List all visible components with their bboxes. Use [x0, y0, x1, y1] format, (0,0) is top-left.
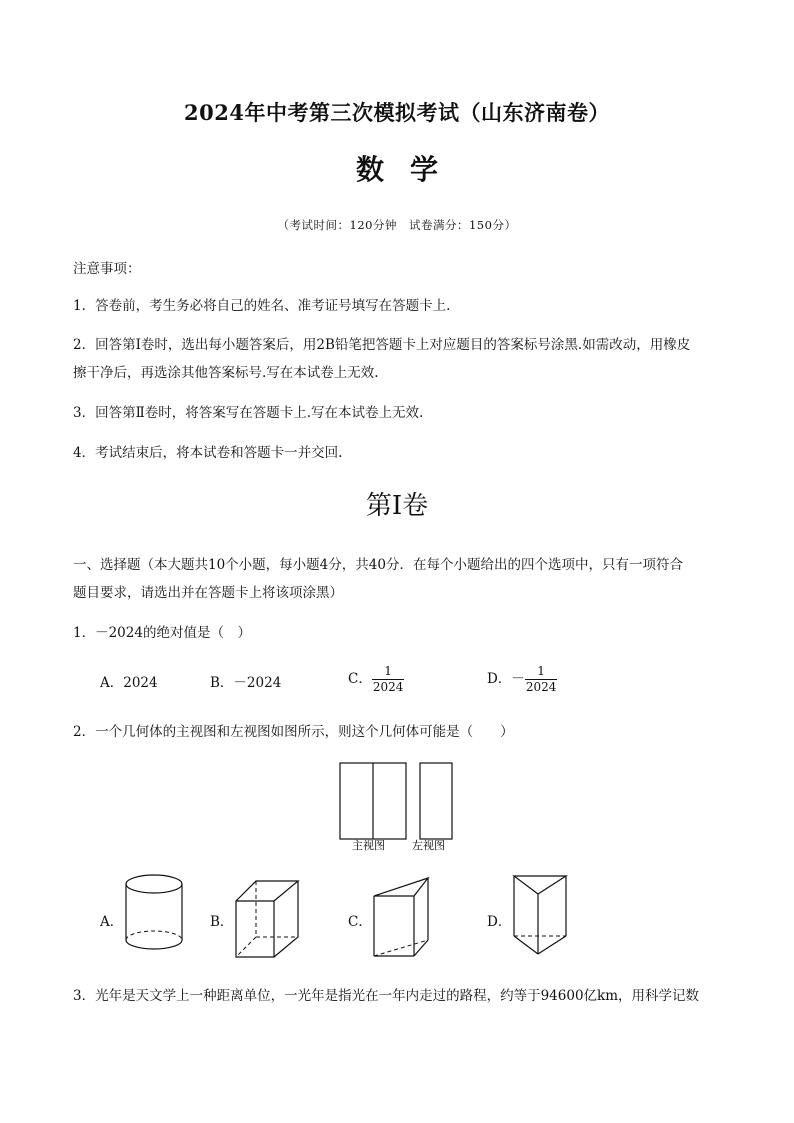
q2-views-figure [330, 755, 460, 855]
notice-item-2: 2．回答第Ⅰ卷时，选出每小题答案后，用2B铅笔把答题卡上对应题目的答案标号涂黑.如需改动，用橡皮 [73, 337, 691, 353]
q1-option-d [487, 664, 557, 695]
q1-option-c [348, 664, 404, 695]
main-view-caption: 主视图 [352, 839, 385, 852]
q2-option-a-label: A． [100, 914, 124, 930]
subject-title: 数学 [355, 153, 464, 186]
left-view-outline [420, 763, 452, 839]
notice-item-1: 1．答卷前，考生务必将自己的姓名、准考证号填写在答题卡上. [73, 298, 451, 314]
prism-bottom-right [538, 936, 566, 954]
q1-stem: 1．－2024的绝对值是（ ） [73, 625, 251, 641]
cylinder-bottom-back [126, 931, 182, 940]
fraction-numerator: 1 [537, 664, 545, 678]
notice-item-3: 3．回答第Ⅱ卷时，将答案写在答题卡上.写在本试卷上无效. [73, 405, 424, 421]
q1-option-d-fraction [525, 664, 558, 695]
q1-option-b: B．－2024 [210, 675, 282, 691]
exam-title: 2024年中考第三次模拟考试（山东济南卷） [184, 100, 610, 125]
section-instructions-line-1: 一、选择题（本大题共10个小题，每小题4分，共40分．在每个小题给出的四个选项中，只有一项符合 [73, 557, 683, 573]
notice-item-4: 4．考试结束后，将本试卷和答题卡一并交回. [73, 445, 343, 461]
q3-stem: 3．光年是天文学上一种距离单位，一光年是指光在一年内走过的路程，约等于94600亿km，用科学记数 [73, 988, 700, 1004]
q1-option-d-label: D．－ [487, 671, 525, 687]
part-title: 第Ⅰ卷 [365, 491, 429, 521]
q1-option-a: A．2024 [100, 675, 158, 691]
prism-top-triangle [374, 878, 428, 896]
cylinder-bottom-front [126, 940, 182, 949]
prism-bottom-left [514, 936, 538, 954]
q2-option-c-label: C． [348, 914, 372, 930]
q2-option-b-label: B． [210, 914, 234, 930]
notice-heading: 注意事项： [73, 261, 141, 277]
notice-item-2-cont: 擦干净后，再选涂其他答案标号.写在本试卷上无效. [73, 365, 379, 381]
q1-option-c-label: C． [348, 671, 372, 687]
prism-top-triangle [514, 876, 566, 894]
prism-bottom-right [414, 940, 428, 956]
cuboid-top-face [236, 881, 298, 901]
exam-meta: （考试时间：120分钟 试卷满分：150分） [277, 218, 517, 232]
cuboid-right-edges [274, 881, 298, 957]
prism-hidden-bottom [374, 940, 428, 956]
fraction-denominator: 2024 [372, 680, 404, 694]
fraction-numerator: 1 [384, 664, 392, 678]
triangular-prism-b-figure [506, 870, 576, 965]
fraction-denominator: 2024 [525, 680, 557, 694]
q2-option-d-label: D． [487, 914, 512, 930]
cuboid-figure [228, 873, 308, 963]
left-view-caption: 左视图 [412, 839, 445, 852]
q1-option-c-fraction [372, 664, 405, 695]
cylinder-top [126, 875, 182, 893]
q2-stem: 2．一个几何体的主视图和左视图如图所示，则这个几何体可能是（ ） [73, 724, 514, 740]
section-instructions-line-2: 题目要求，请选出并在答题卡上将该项涂黑） [73, 585, 343, 601]
cylinder-figure [120, 870, 190, 965]
cuboid-front-face [236, 901, 274, 957]
triangular-prism-a-figure [366, 870, 446, 965]
cuboid-hidden-depth [236, 937, 256, 957]
